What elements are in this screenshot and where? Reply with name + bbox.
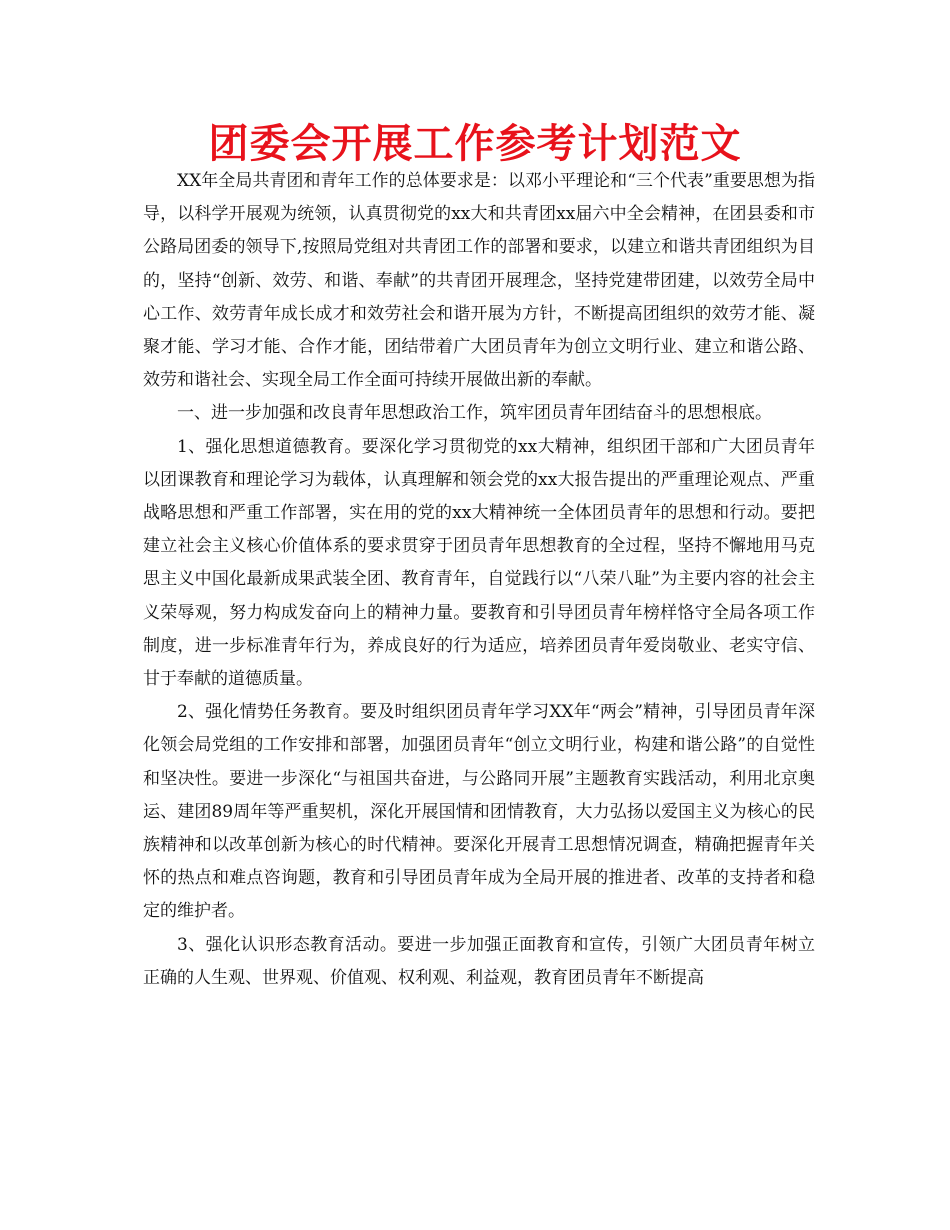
- document-title: 团委会开展工作参考计划范文: [208, 120, 742, 167]
- paragraph-section-heading: 一、进一步加强和改良青年思想政治工作，筑牢团员青年团结奋斗的思想根底。: [177, 403, 772, 424]
- paragraph-item-2: 2、强化情势任务教育。要及时组织团员青年学习XX年“两会”精神，引导团员青年深化领会局党组的工作安排和部署，加强团员青年“创立文明行业，构建和谐公路”的自觉性和坚决性。要进一步深化“与祖国共奋进，与公路同开展”主题教育实践活动，利用北京奥运、建团89周年等严重契机，深化开展国情和团情教育，大力弘扬以爱国主义为核心的民族精神和以改革创新为核心的时代精神。要深化开展青工思想情况调查，精确把握青年关怀的热点和难点咨询题，教育和引导团员青年成为全局开展的推进者、改革的支持者和稳定的维护者。: [143, 702, 815, 922]
- paragraph-intro: XX年全局共青团和青年工作的总体要求是：以邓小平理论和“三个代表”重要思想为指导，以科学开展观为统领，认真贯彻党的xx大和共青团xx届六中全会精神，在团县委和市公路局团委的领导下,按照局党组对共青团工作的部署和要求，以建立和谐共青团组织为目的，坚持“创新、效劳、和谐、奉献”的共青团开展理念，坚持党建带团建，以效劳全局中心工作、效劳青年成长成才和效劳社会和谐开展为方针，不断提高团组织的效劳才能、凝聚才能、学习才能、合作才能，团结带着广大团员青年为创立文明行业、建立和谐公路、效劳和谐社会、实现全局工作全面可持续开展做出新的奉献。: [143, 171, 815, 391]
- paragraph-item-3: 3、强化认识形态教育活动。要进一步加强正面教育和宣传，引领广大团员青年树立正确的人生观、世界观、价值观、权利观、利益观，教育团员青年不断提高: [143, 934, 815, 988]
- document-body: [143, 165, 815, 995]
- paragraph-item-1: 1、强化思想道德教育。要深化学习贯彻党的xx大精神，组织团干部和广大团员青年以团课教育和理论学习为载体，认真理解和领会党的xx大报告提出的严重理论观点、严重战略思想和严重工作部署，实在用的党的xx大精神统一全体团员青年的思想和行动。要把建立社会主义核心价值体系的要求贯穿于团员青年思想教育的全过程，坚持不懈地用马克思主义中国化最新成果武装全团、教育青年，自觉践行以“八荣八耻”为主要内容的社会主义荣辱观，努力构成发奋向上的精神力量。要教育和引导团员青年榜样恪守全局各项工作制度，进一步标准青年行为，养成良好的行为适应，培养团员青年爱岗敬业、老实守信、甘于奉献的道德质量。: [143, 436, 815, 690]
